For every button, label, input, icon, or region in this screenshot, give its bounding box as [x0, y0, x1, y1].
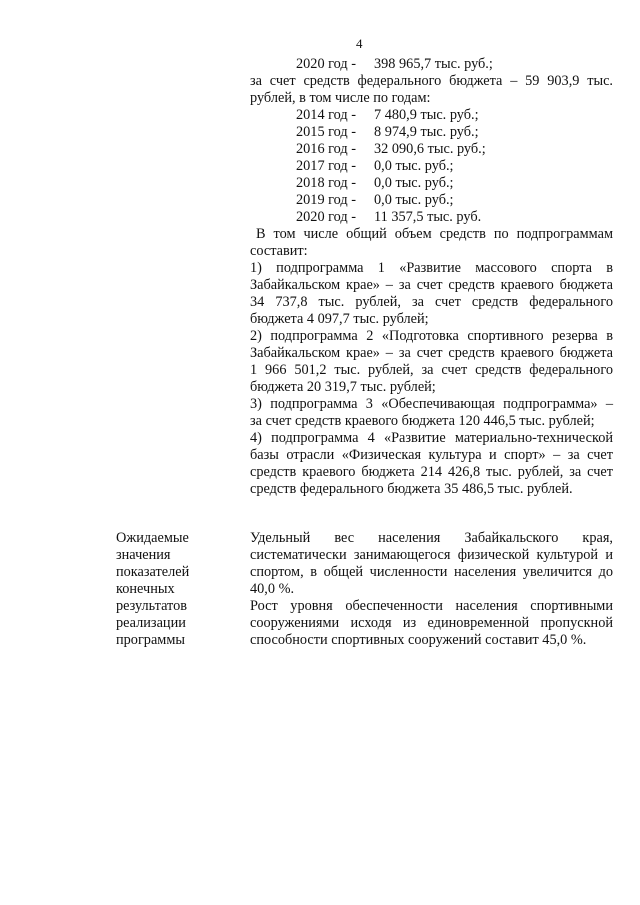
year-label: 2019 год - [296, 192, 357, 208]
text-line: бюджета 4 097,7 тыс. рублей; [250, 311, 429, 327]
year-amount: 0,0 тыс. руб.; [374, 158, 454, 174]
text-line: средств федерального бюджета 35 486,5 тыс. рублей. [250, 481, 573, 497]
text-line: спортом, в общей численности населения увеличится до [250, 564, 613, 580]
text-line: Забайкальском крае» – за счет средств краевого бюджета [250, 345, 613, 361]
label-line: показателей [116, 564, 190, 580]
text-line: 2) подпрограмма 2 «Подготовка спортивного резерва в [250, 328, 613, 344]
page-number: 4 [356, 36, 363, 51]
regional-2020-row [250, 56, 613, 73]
text-line: Рост уровня обеспеченности населения спортивными [250, 598, 613, 614]
subprogram-3 [250, 396, 613, 430]
year-label: 2014 год - [296, 107, 357, 123]
subprograms-intro-line1: В том числе общий объем средств по подпрограммам [256, 226, 613, 242]
federal-intro-line1: за счет средств федерального бюджета – 59 903,9 тыс. [250, 73, 613, 89]
result-paragraph-2 [250, 598, 613, 649]
text-line: Удельный вес населения Забайкальского края, [250, 530, 613, 546]
federal-year-row [296, 141, 613, 158]
subprogram-1 [250, 260, 613, 328]
federal-year-row [296, 158, 613, 175]
subprogram-4 [250, 430, 613, 498]
year-label: 2020 год - [296, 56, 357, 72]
text-line: сооружениями исходя из единовременной пропускной [250, 615, 613, 631]
expected-results-text [250, 530, 613, 649]
label-line: программы [116, 632, 186, 648]
text-line: 34 737,8 тыс. рублей, за счет средств федерального [250, 294, 613, 310]
label-line: конечных [116, 581, 175, 597]
federal-year-row [296, 124, 613, 141]
text-line: 1) подпрограмма 1 «Развитие массового спорта в [250, 260, 613, 276]
federal-year-row [296, 192, 613, 209]
federal-year-row [296, 107, 613, 124]
year-amount: 8 974,9 тыс. руб.; [374, 124, 479, 140]
federal-years-list [250, 107, 613, 226]
text-line: базы отрасли «Физическая культура и спорт» – за счет [250, 447, 613, 463]
text-line: Забайкальском крае» – за счет средств краевого бюджета [250, 277, 613, 293]
text-line: 1 966 501,2 тыс. рублей, за счет средств федерального [250, 362, 613, 378]
year-amount: 11 357,5 тыс. руб. [374, 209, 482, 225]
text-line: 40,0 %. [250, 581, 295, 597]
funding-section [250, 56, 613, 498]
text-line: за счет средств краевого бюджета 120 446,5 тыс. рублей; [250, 413, 595, 429]
year-amount: 0,0 тыс. руб.; [374, 175, 454, 191]
text-line: систематически занимающегося физической культурой и [250, 547, 613, 563]
result-paragraph-1 [250, 530, 613, 598]
label-line: результатов [116, 598, 188, 614]
text-line: 4) подпрограмма 4 «Развитие материально-технической [250, 430, 613, 446]
expected-results-label [116, 530, 226, 649]
subprograms-intro-line2: составит: [250, 243, 308, 259]
year-amount: 398 965,7 тыс. руб.; [374, 56, 493, 72]
year-label: 2015 год - [296, 124, 357, 140]
text-line: способности спортивных сооружений составит 45,0 %. [250, 632, 587, 648]
label-line: реализации [116, 615, 186, 631]
federal-year-row [296, 175, 613, 192]
label-line: Ожидаемые [116, 530, 189, 546]
year-amount: 7 480,9 тыс. руб.; [374, 107, 479, 123]
year-amount: 32 090,6 тыс. руб.; [374, 141, 486, 157]
text-line: 3) подпрограмма 3 «Обеспечивающая подпрограмма» – [250, 396, 613, 412]
year-label: 2018 год - [296, 175, 357, 191]
year-label: 2016 год - [296, 141, 357, 157]
text-line: средств краевого бюджета 214 426,8 тыс. рублей, за счет [250, 464, 613, 480]
federal-year-row [296, 209, 613, 226]
year-label: 2017 год - [296, 158, 357, 174]
year-label: 2020 год - [296, 209, 357, 225]
label-line: значения [116, 547, 171, 563]
text-line: бюджета 20 319,7 тыс. рублей; [250, 379, 436, 395]
subprogram-2 [250, 328, 613, 396]
federal-intro-line2: рублей, в том числе по годам: [250, 90, 431, 106]
year-amount: 0,0 тыс. руб.; [374, 192, 454, 208]
